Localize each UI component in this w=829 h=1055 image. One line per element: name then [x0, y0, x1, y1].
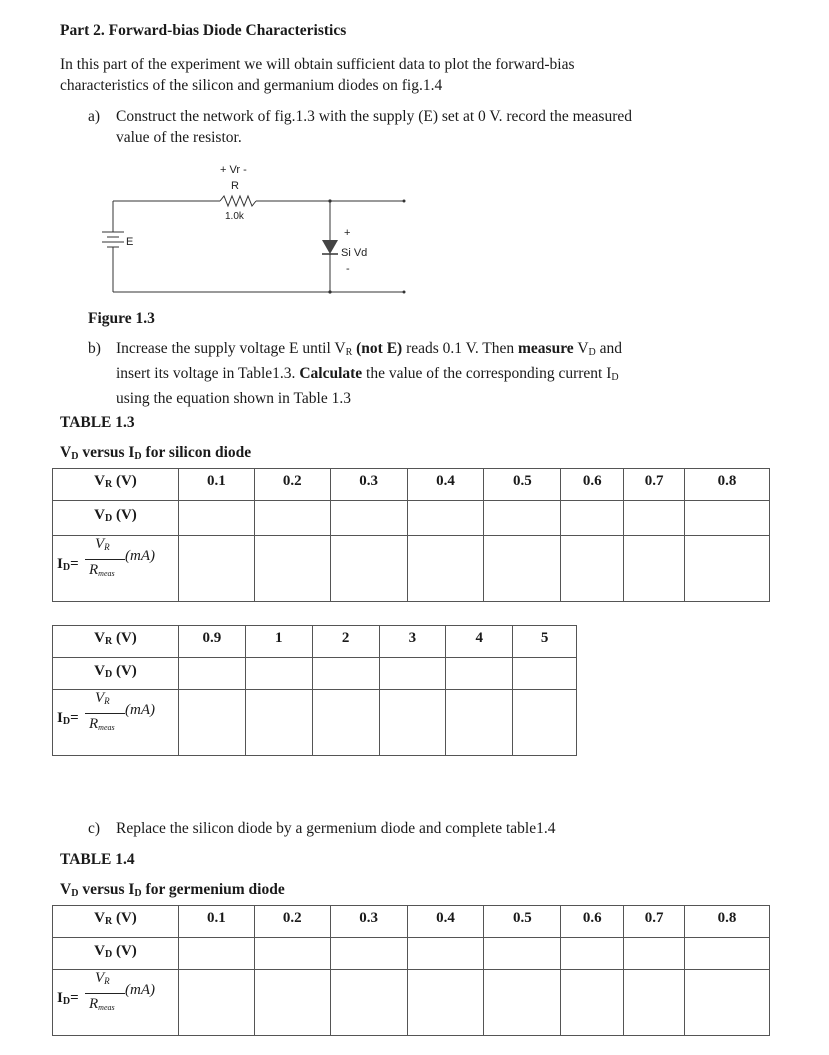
- vr-cell: 0.1: [178, 469, 254, 501]
- step-a-line-2: value of the resistor.: [116, 129, 242, 146]
- vd-input-cell[interactable]: [330, 501, 407, 536]
- table13-subtitle: $V_D$ versus $I_D$ for silicon diode: [60, 444, 252, 462]
- row-label-id: [53, 970, 179, 1036]
- vr-cell: 0.9: [178, 626, 245, 658]
- vr-cell: 0.7: [624, 906, 685, 938]
- id-input-cell[interactable]: [513, 690, 577, 756]
- vd-input-cell[interactable]: [245, 658, 312, 690]
- row-label-vd: $V_D$ (V): [53, 938, 179, 970]
- vr-cell: 0.4: [407, 906, 484, 938]
- r-value: 1.0k: [225, 211, 244, 222]
- vr-cell: 0.6: [561, 469, 624, 501]
- table-si-1: [52, 468, 770, 602]
- step-c-text: Replace the silicon diode by a germenium diode and complete table1.4: [116, 820, 556, 837]
- table-row-vr: [53, 626, 577, 658]
- vd-input-cell[interactable]: [178, 501, 254, 536]
- step-b-line-2: insert its voltage in Table1.3. Calculate the value of the corresponding current $I_D$: [116, 365, 619, 383]
- vd-input-cell[interactable]: [685, 938, 770, 970]
- diode-minus: -: [346, 263, 350, 275]
- id-input-cell[interactable]: [561, 536, 624, 602]
- table-row-vd: [53, 501, 770, 536]
- row-label-vr: $V_R$ (V): [53, 626, 179, 658]
- vr-cell: 0.4: [407, 469, 484, 501]
- vr-cell: 0.8: [685, 906, 770, 938]
- id-input-cell[interactable]: [254, 536, 330, 602]
- table-row-vr: [53, 469, 770, 501]
- id-equation: $I_D=$ $V_R$ $R_{meas}$ (mA): [57, 536, 155, 578]
- vr-cell: 0.7: [624, 469, 685, 501]
- vr-cell: 5: [513, 626, 577, 658]
- table-row-id: [53, 536, 770, 602]
- row-label-vr: $V_R$ (V): [53, 906, 179, 938]
- page-title: Part 2. Forward-bias Diode Characteristics: [60, 22, 347, 39]
- table14-title: TABLE 1.4: [60, 851, 135, 868]
- step-b-line-3: using the equation shown in Table 1.3: [116, 390, 351, 407]
- step-a-line-1: Construct the network of fig.1.3 with the supply (E) set at 0 V. record the measured: [116, 108, 632, 125]
- vd-input-cell[interactable]: [624, 501, 685, 536]
- id-input-cell[interactable]: [561, 970, 624, 1036]
- row-label-vd: $V_D$ (V): [53, 658, 179, 690]
- vr-cell: 0.3: [330, 906, 407, 938]
- row-label-id: [53, 690, 179, 756]
- vd-input-cell[interactable]: [446, 658, 513, 690]
- intro-line-2: characteristics of the silicon and germanium diodes on fig.1.4: [60, 77, 443, 94]
- vr-cell: 0.1: [178, 906, 254, 938]
- circuit-diagram: [0, 0, 829, 310]
- vd-input-cell[interactable]: [254, 501, 330, 536]
- table-row-vd: [53, 938, 770, 970]
- table-row-vd: [53, 658, 577, 690]
- step-b-text: [116, 338, 756, 409]
- id-input-cell[interactable]: [312, 690, 379, 756]
- vd-input-cell[interactable]: [624, 938, 685, 970]
- table14-subtitle: $V_D$ versus $I_D$ for germenium diode: [60, 881, 285, 899]
- id-input-cell[interactable]: [178, 536, 254, 602]
- id-input-cell[interactable]: [330, 536, 407, 602]
- step-b-line-1: Increase the supply voltage E until $V_R$ (not E) reads 0.1 V. Then measure $V_D$ and: [116, 340, 623, 358]
- step-a-marker: a): [88, 108, 101, 125]
- vd-input-cell[interactable]: [407, 501, 484, 536]
- id-input-cell[interactable]: [178, 970, 254, 1036]
- id-input-cell[interactable]: [330, 970, 407, 1036]
- diode-label: Si Vd: [341, 247, 368, 259]
- id-input-cell[interactable]: [624, 536, 685, 602]
- id-input-cell[interactable]: [685, 970, 770, 1036]
- id-input-cell[interactable]: [379, 690, 446, 756]
- id-equation: $I_D=$ $V_R$ $R_{meas}$ (mA): [57, 690, 155, 732]
- id-input-cell[interactable]: [484, 536, 561, 602]
- row-label-id: [53, 536, 179, 602]
- vd-input-cell[interactable]: [330, 938, 407, 970]
- step-c-marker: c): [88, 820, 101, 837]
- resistor-symbol: [220, 196, 256, 206]
- vd-input-cell[interactable]: [561, 501, 624, 536]
- id-input-cell[interactable]: [178, 690, 245, 756]
- vr-cell: 0.2: [254, 906, 330, 938]
- id-input-cell[interactable]: [484, 970, 561, 1036]
- vr-cell: 1: [245, 626, 312, 658]
- vr-cell: 3: [379, 626, 446, 658]
- vd-input-cell[interactable]: [178, 658, 245, 690]
- id-input-cell[interactable]: [624, 970, 685, 1036]
- id-input-cell[interactable]: [254, 970, 330, 1036]
- table-ge: [52, 905, 770, 1036]
- vr-cell: 0.6: [561, 906, 624, 938]
- vr-label: + Vr -: [220, 164, 247, 176]
- r-label: R: [231, 180, 239, 192]
- vd-input-cell[interactable]: [484, 938, 561, 970]
- table-row-id: [53, 970, 770, 1036]
- id-input-cell[interactable]: [446, 690, 513, 756]
- vd-input-cell[interactable]: [379, 658, 446, 690]
- vd-input-cell[interactable]: [685, 501, 770, 536]
- step-b-marker: b): [88, 340, 101, 357]
- vd-input-cell[interactable]: [561, 938, 624, 970]
- diode-symbol: [322, 240, 338, 254]
- vr-cell: 0.3: [330, 469, 407, 501]
- vr-cell: 0.5: [484, 906, 561, 938]
- vd-input-cell[interactable]: [513, 658, 577, 690]
- id-input-cell[interactable]: [245, 690, 312, 756]
- row-label-vr: $V_R$ (V): [53, 469, 179, 501]
- vr-cell: 2: [312, 626, 379, 658]
- vr-cell: 0.8: [685, 469, 770, 501]
- vr-cell: 0.5: [484, 469, 561, 501]
- id-input-cell[interactable]: [407, 970, 484, 1036]
- vd-input-cell[interactable]: [254, 938, 330, 970]
- diode-plus: +: [344, 227, 351, 239]
- table-si-2: [52, 625, 577, 756]
- vr-cell: 4: [446, 626, 513, 658]
- id-equation: $I_D=$ $V_R$ $R_{meas}$ (mA): [57, 970, 155, 1012]
- vd-input-cell[interactable]: [178, 938, 254, 970]
- id-input-cell[interactable]: [407, 536, 484, 602]
- vd-input-cell[interactable]: [484, 501, 561, 536]
- source-label: E: [126, 236, 134, 248]
- intro-line-1: In this part of the experiment we will obtain sufficient data to plot the forward-bias: [60, 56, 575, 73]
- row-label-vd: $V_D$ (V): [53, 501, 179, 536]
- id-input-cell[interactable]: [685, 536, 770, 602]
- table-row-id: [53, 690, 577, 756]
- figure-caption: Figure 1.3: [88, 310, 155, 327]
- vd-input-cell[interactable]: [312, 658, 379, 690]
- table-row-vr: [53, 906, 770, 938]
- vd-input-cell[interactable]: [407, 938, 484, 970]
- vr-cell: 0.2: [254, 469, 330, 501]
- table13-title: TABLE 1.3: [60, 414, 135, 431]
